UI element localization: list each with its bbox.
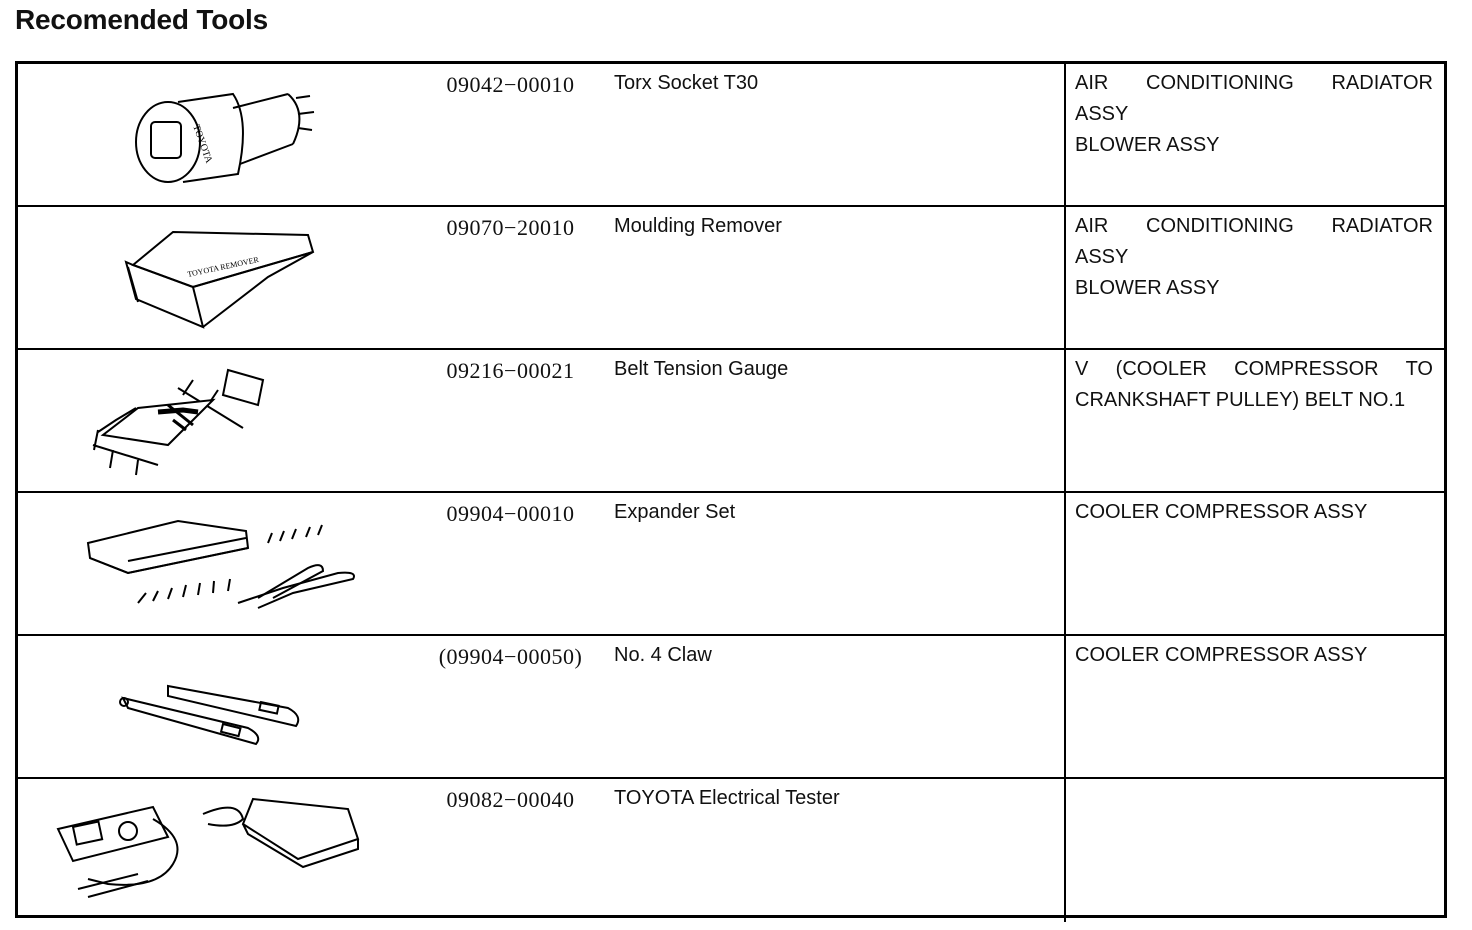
used-for-line: V (COOLER COMPRESSOR TO [1075, 358, 1433, 380]
column-divider [1064, 779, 1066, 922]
page-title: Recomended Tools [15, 4, 268, 35]
used-for-line: COOLER COMPRESSOR ASSY [1075, 644, 1368, 666]
table-row [18, 207, 1444, 350]
belt-tension-gauge-icon [18, 350, 418, 491]
used-for-cell [1075, 211, 1433, 304]
used-for-cell [1075, 640, 1433, 671]
used-for-cell [1075, 354, 1433, 416]
torx-socket-icon [18, 64, 418, 205]
table-row [18, 64, 1444, 207]
column-divider [1064, 350, 1066, 491]
table-row [18, 779, 1444, 922]
column-divider [1064, 493, 1066, 634]
svg-text:TOYOTA: TOYOTA [190, 123, 215, 165]
used-for-line: BLOWER ASSY [1075, 277, 1220, 299]
expander-set-icon [18, 493, 418, 634]
part-number: 09904−00010 [446, 501, 575, 526]
moulding-remover-icon [18, 207, 418, 348]
tools-table [15, 61, 1447, 918]
used-for-line: BLOWER ASSY [1075, 134, 1220, 156]
part-number: 09082−00040 [446, 787, 575, 812]
tool-name: Moulding Remover [614, 215, 782, 237]
column-divider [1064, 636, 1066, 777]
part-number: (09904−00050) [438, 644, 583, 669]
part-number: 09042−00010 [446, 72, 575, 97]
used-for-line: CRANKSHAFT PULLEY) BELT NO.1 [1075, 389, 1406, 411]
used-for-line: AIR CONDITIONING RADIATOR [1075, 215, 1433, 237]
table-row [18, 636, 1444, 779]
svg-text:TOYOTA REMOVER: TOYOTA REMOVER [186, 255, 260, 279]
part-number: 09070−20010 [446, 215, 575, 240]
table-row [18, 493, 1444, 636]
used-for-cell [1075, 497, 1433, 528]
electrical-tester-icon [18, 779, 418, 920]
used-for-line: AIR CONDITIONING RADIATOR [1075, 72, 1433, 94]
tool-name: Torx Socket T30 [614, 72, 759, 94]
claw-tool-icon [18, 636, 418, 777]
tool-name: No. 4 Claw [614, 644, 712, 666]
used-for-cell [1075, 68, 1433, 161]
column-divider [1064, 207, 1066, 348]
part-number: 09216−00021 [446, 358, 575, 383]
used-for-line: COOLER COMPRESSOR ASSY [1075, 501, 1368, 523]
table-row [18, 350, 1444, 493]
tool-name: Belt Tension Gauge [614, 358, 789, 380]
column-divider [1064, 64, 1066, 205]
tool-name: Expander Set [614, 501, 736, 523]
used-for-line: ASSY [1075, 103, 1129, 125]
tool-name: TOYOTA Electrical Tester [614, 787, 840, 809]
used-for-line: ASSY [1075, 246, 1129, 268]
